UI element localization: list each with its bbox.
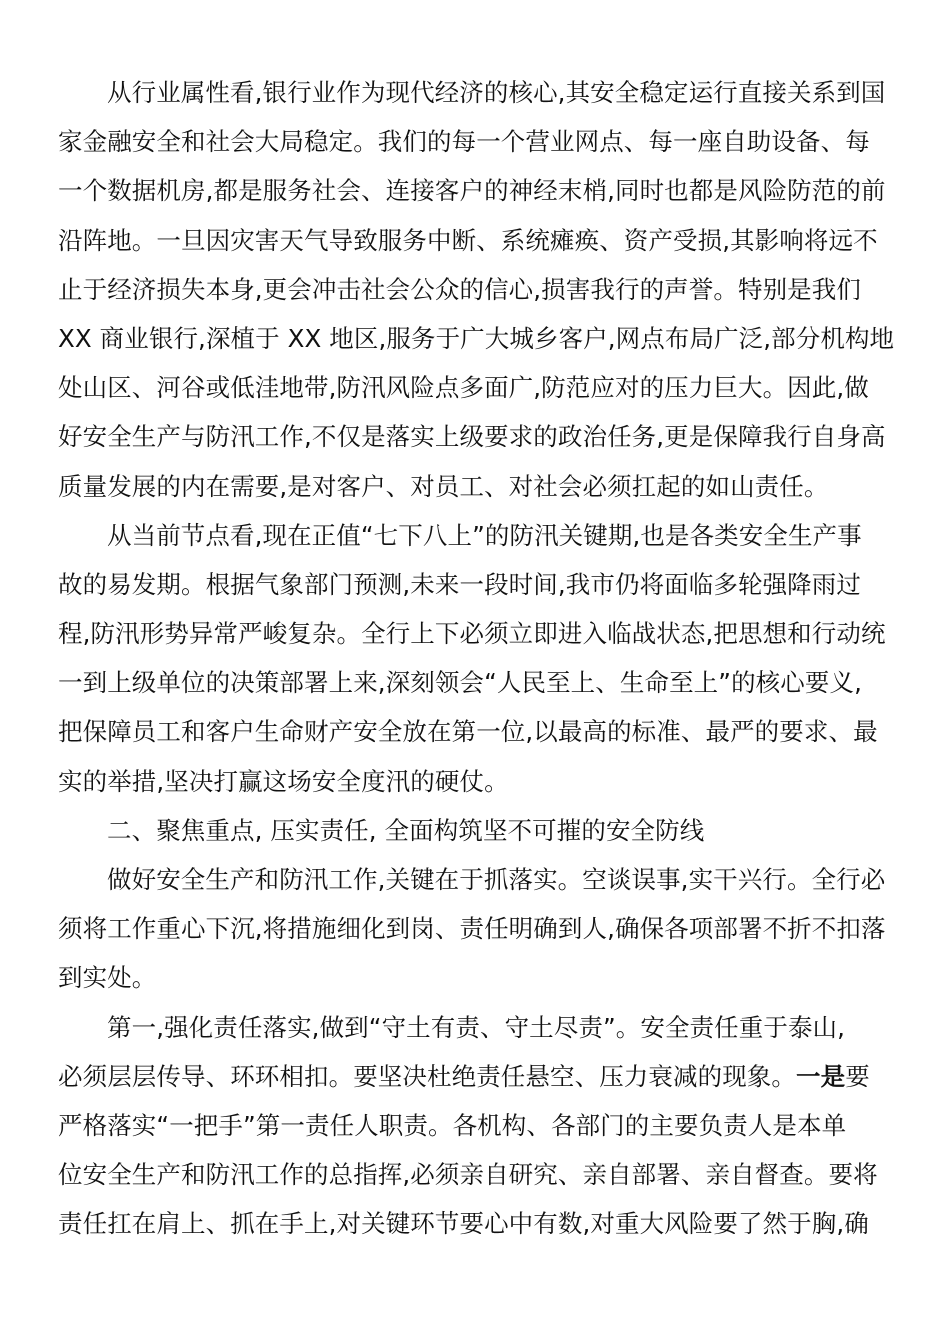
text-line: 责任扛在肩上、抓在手上,对关键环节要心中有数,对重大风险要了然于胸,确	[58, 1209, 869, 1239]
text-line: XX 商业银行,深植于 XX 地区,服务于广大城乡客户,网点布局广泛,部分机构地	[58, 323, 895, 353]
text-line: 程,防汛形势异常严峻复杂。全行上下必须立即进入临战状态,把思想和行动统	[58, 619, 886, 649]
text-line: 家金融安全和社会大局稳定。我们的每一个营业网点、每一座自助设备、每	[58, 127, 870, 157]
paragraph-responsibility	[58, 1003, 894, 1249]
text-line: 好安全生产与防汛工作,不仅是落实上级要求的政治任务,更是保障我行自身高	[58, 422, 886, 452]
heading-line: 二、聚焦重点, 压实责任, 全面构筑坚不可摧的安全防线	[107, 815, 705, 845]
text-line: 一个数据机房,都是服务社会、连接客户的神经末梢,同时也都是风险防范的前	[58, 176, 886, 206]
document-page	[58, 68, 894, 1249]
text-line: 到实处。	[58, 963, 157, 993]
paragraph-industry-attributes	[58, 68, 894, 511]
paragraph-implementation	[58, 855, 894, 1003]
text-line: 质量发展的内在需要,是对客户、对员工、对社会必须扛起的如山责任。	[58, 471, 829, 501]
text-line: 从当前节点看,现在正值“七下八上”的防汛关键期,也是各类安全生产事	[107, 520, 862, 550]
text-line: 须将工作重心下沉,将措施细化到岗、责任明确到人,确保各项部署不折不扣落	[58, 914, 886, 944]
section-heading	[58, 806, 894, 855]
text-line: 严格落实“一把手”第一责任人职责。各机构、各部门的主要负责人是本单	[58, 1110, 847, 1140]
text-line: 实的举措,坚决打赢这场安全度汛的硬仗。	[58, 766, 509, 796]
text-line: 从行业属性看,银行业作为现代经济的核心,其安全稳定运行直接关系到国	[107, 78, 886, 107]
text-line	[58, 1052, 894, 1101]
text-line: 故的易发期。根据气象部门预测,未来一段时间,我市仍将面临多轮强降雨过	[58, 569, 861, 599]
text-line: 一到上级单位的决策部署上来,深刻领会“人民至上、生命至上”的核心要义,	[58, 668, 862, 698]
text-span: 要	[845, 1061, 870, 1091]
text-line: 位安全生产和防汛工作的总指挥,必须亲自研究、亲自部署、亲自督查。要将	[58, 1160, 878, 1190]
text-line: 止于经济损失本身,更会冲击社会公众的信心,损害我行的声誉。特别是我们	[58, 274, 861, 304]
text-line: 做好安全生产和防汛工作,关键在于抓落实。空谈误事,实干兴行。全行必	[107, 865, 886, 894]
text-line: 沿阵地。一旦因灾害天气导致服务中断、系统瘫痪、资产受损,其影响将远不	[58, 225, 878, 255]
text-line: 把保障员工和客户生命财产安全放在第一位,以最高的标准、最严的要求、最	[58, 717, 878, 747]
text-span: 必须层层传导、环环相扣。要坚决杜绝责任悬空、压力衰减的现象。	[58, 1061, 796, 1091]
text-line: 处山区、河谷或低洼地带,防汛风险点多面广,防范应对的压力巨大。因此,做	[58, 373, 869, 403]
text-line: 第一,强化责任落实,做到“守土有责、守土尽责”。安全责任重于泰山,	[107, 1012, 846, 1042]
paragraph-current-situation	[58, 511, 894, 806]
bold-emphasis: 一是	[796, 1061, 846, 1091]
